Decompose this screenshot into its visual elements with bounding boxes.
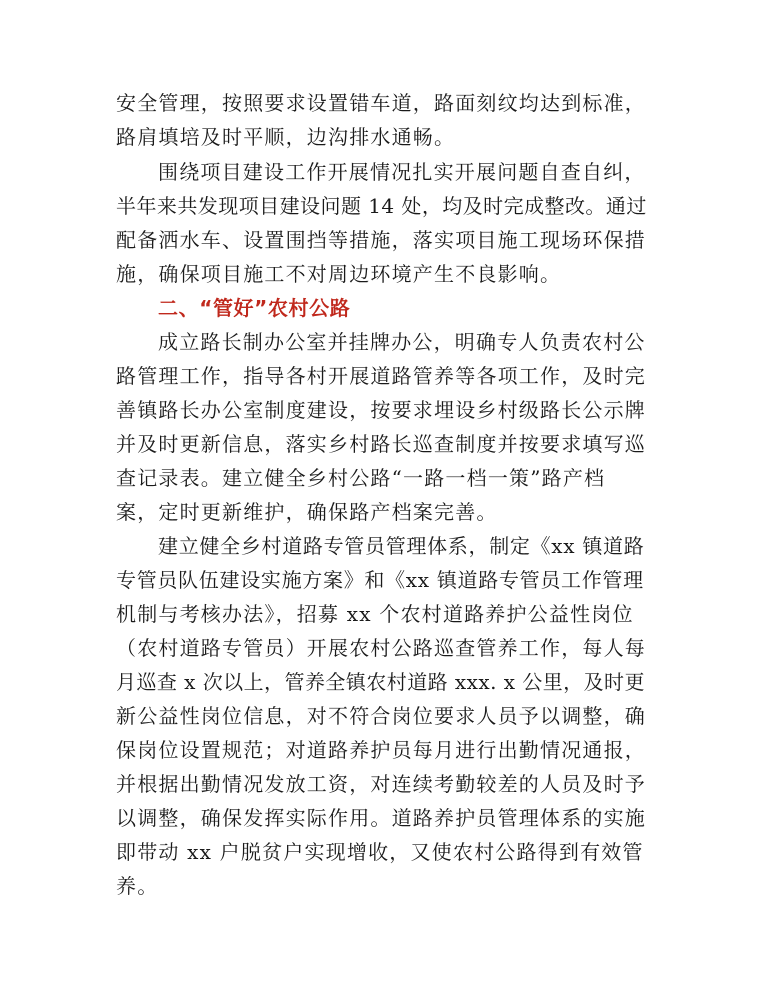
paragraph-line: 路肩填培及时平顺，边沟排水通畅。 — [116, 125, 456, 149]
paragraph-line: 新公益性岗位信息，对不符合岗位要求人员予以调整，确 — [116, 704, 646, 728]
paragraph-line: 半年来共发现项目建设问题 14 处，均及时完成整改。通过 — [116, 194, 647, 218]
paragraph-line: 善镇路长办公室制度建设，按要求埋设乡村级路长公示牌 — [116, 398, 646, 422]
paragraph-line: 即带动 xx 户脱贫户实现增收，又使农村公路得到有效管 — [116, 840, 644, 864]
paragraph-line: 安全管理，按照要求设置错车道，路面刻纹均达到标准， — [116, 91, 646, 115]
paragraph-line: 专管员队伍建设实施方案》和《xx 镇道路专管员工作管理 — [116, 568, 644, 592]
paragraph-line: （农村道路专管员）开展农村公路巡查管养工作，每人每 — [116, 636, 646, 660]
paragraph-line: 保岗位设置规范；对道路养护员每月进行出勤情况通报， — [116, 738, 646, 762]
paragraph-line: 建立健全乡村道路专管员管理体系，制定《xx 镇道路 — [158, 534, 645, 558]
paragraph-line: 月巡查 x 次以上，管养全镇农村道路 xxx. x 公里，及时更 — [116, 670, 645, 694]
paragraph-line: 成立路长制办公室并挂牌办公，明确专人负责农村公 — [158, 330, 646, 354]
paragraph-line: 案，定时更新维护，确保路产档案完善。 — [116, 500, 498, 524]
paragraph-line: 养。 — [116, 874, 159, 898]
paragraph-line: 并根据出勤情况发放工资，对连续考勤较差的人员及时予 — [116, 772, 646, 796]
paragraph-line: 配备洒水车、设置围挡等措施，落实项目施工现场环保措 — [116, 228, 646, 252]
paragraph-line: 查记录表。建立健全乡村公路“一路一档一策”路产档 — [116, 466, 606, 490]
paragraph-line: 路管理工作，指导各村开展道路管养等各项工作，及时完 — [116, 364, 646, 388]
paragraph-line: 施，确保项目施工不对周边环境产生不良影响。 — [116, 262, 562, 286]
paragraph-line: 机制与考核办法》，招募 xx 个农村道路养护公益性岗位 — [116, 602, 634, 626]
paragraph-line: 围绕项目建设工作开展情况扎实开展问题自查自纠， — [158, 160, 646, 184]
paragraph-line: 以调整，确保发挥实际作用。道路养护员管理体系的实施 — [116, 806, 646, 830]
paragraph-line: 并及时更新信息，落实乡村路长巡查制度并按要求填写巡 — [116, 432, 646, 456]
section-heading: 二、“管好”农村公路 — [158, 296, 351, 320]
